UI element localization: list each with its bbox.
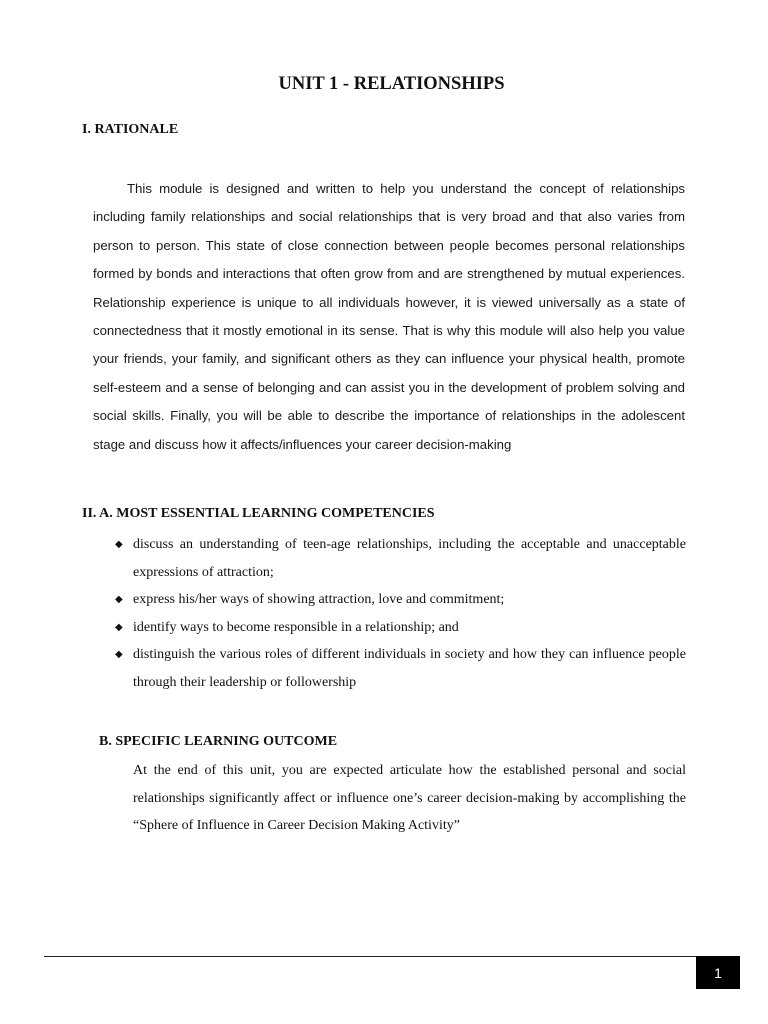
outcome-heading: B. SPECIFIC LEARNING OUTCOME (99, 734, 338, 749)
competencies-list (116, 531, 686, 697)
rationale-heading: I. RATIONALE (82, 122, 179, 137)
diamond-bullet-icon: ◆ (115, 621, 123, 633)
list-item (116, 586, 686, 614)
diamond-bullet-icon: ◆ (115, 539, 123, 550)
diamond-bullet-icon: ◆ (115, 649, 123, 661)
footer-divider (44, 956, 696, 957)
competency-text: discuss an understanding of teen-age relationships, including the acceptable and unacceptable expressions of attraction; (133, 537, 686, 580)
list-item (116, 641, 686, 696)
list-item (116, 531, 686, 586)
diamond-bullet-icon: ◆ (115, 594, 123, 606)
list-item (116, 614, 686, 642)
page-number-badge (696, 956, 740, 989)
competency-text: distinguish the various roles of different individuals in society and how they can influence people through their leadership or followership (133, 647, 686, 690)
competencies-heading: II. A. MOST ESSENTIAL LEARNING COMPETENCIES (82, 506, 435, 521)
competency-text: identify ways to become responsible in a relationship; and (133, 619, 459, 635)
rationale-paragraph: This module is designed and written to help you understand the concept of relationships including family relationships and social relationships that is very broad and that also varies from person to person. This state of close connection between people becomes personal relationships formed by bonds and interactions that often grow from and are strengthened by mutual experiences. Relationship experience is unique to all individuals however, it is viewed universally as a state of connectedness that it mostly emotional in its sense. That is why this module will also help you value your friends, your family, and significant others as they can influence your physical health, promote self-esteem and a sense of belonging and can assist you in the development of problem solving and social skills. Finally, you will be able to describe the importance of relationships in the adolescent stage and discuss how it affects/influences your career decision-making (93, 181, 685, 452)
page-number: 1 (714, 964, 722, 981)
page-title: UNIT 1 - RELATIONSHIPS (278, 74, 505, 94)
outcome-paragraph: At the end of this unit, you are expected articulate how the established personal and social relationships significantly affect or influence one’s career decision-making by accomplishing the “Sphere of Influence in Career Decision Making Activity” (133, 763, 686, 834)
competency-text: express his/her ways of showing attraction, love and commitment; (133, 592, 505, 608)
